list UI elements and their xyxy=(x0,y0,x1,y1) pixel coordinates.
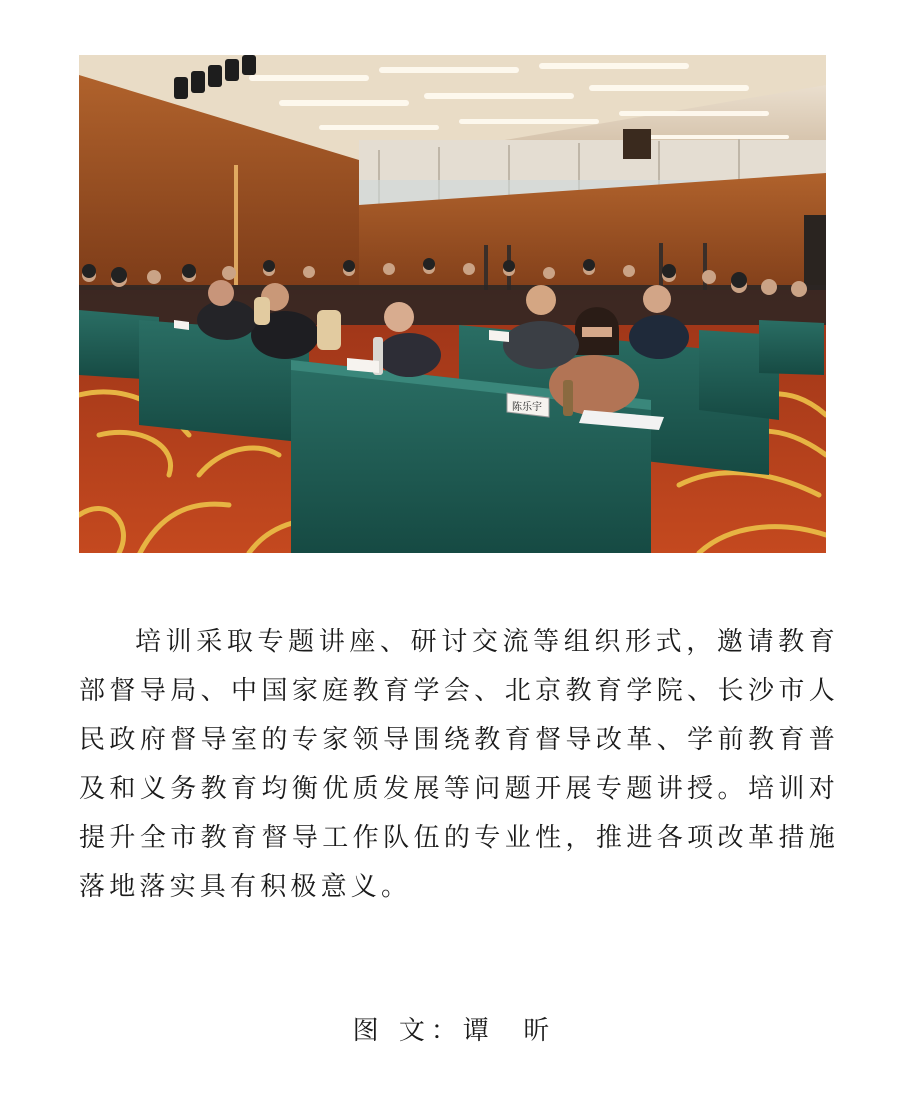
conference-photo xyxy=(79,55,826,553)
thermos-icon xyxy=(563,380,573,416)
name-card-text: 陈乐宇 xyxy=(512,402,542,413)
name-card-small xyxy=(489,330,509,342)
photo-text-credit: 图 文：谭 昕 xyxy=(352,1016,556,1046)
back-wall xyxy=(359,129,826,305)
article-paragraph: 培训采取专题讲座、研讨交流等组织形式，邀请教育部督导局、中国家庭教育学会、北京教育学院、长沙市人民政府督导室的专家领导围绕教育督导改革、学前教育普及和义务教育均衡优质发展等问题开展专题讲授。培训对提升全市教育督导工作队伍的专业性，推进各项改革措施落地落实具有积极意义。 xyxy=(79,627,839,902)
